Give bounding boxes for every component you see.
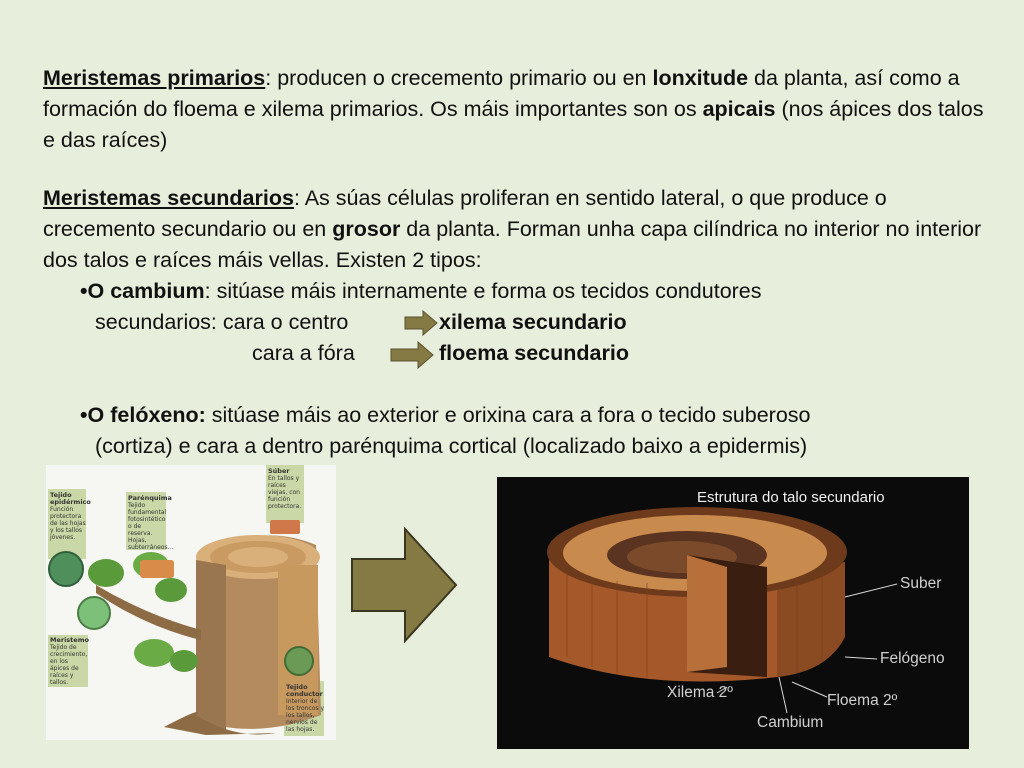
arrow-right-icon <box>390 341 434 369</box>
term-meristemas-secundarios: Meristemas secundarios <box>43 186 294 210</box>
result-xilema-secundario: xilema secundario <box>439 310 627 334</box>
stem-cross-section-illustration <box>497 477 969 749</box>
bullet-cambium <box>80 276 762 307</box>
result-floema-secundario: floema secundario <box>439 341 629 365</box>
bullet-feloxeno <box>80 400 811 431</box>
term-apicais: apicais <box>702 97 776 121</box>
text: da planta. Forman unha capa cilíndrica no interior no interior dos talos e raíces máis vellas. Existen 2 tipos: <box>43 217 982 272</box>
label-felogeno: Felógeno <box>880 650 945 667</box>
arrow-right-icon <box>350 527 460 643</box>
label-xilema: Xilema 2º <box>667 684 733 701</box>
text: : As súas células proliferan en sentido lateral, o que produce o crecemento secundario ou en <box>43 186 887 241</box>
label-tejido-conductor: Tejido conductor Interior de los troncos y los tallos, nervios de las hojas. <box>286 683 325 733</box>
text: : sitúase máis internamente e forma os tecidos condutores <box>204 279 762 303</box>
label-meristemo: Meristemo Tejido de crecimiento, en los ápices de raíces y tallos. <box>50 636 89 686</box>
label-suber: Súber En tallos y raíces viejas, con función protectora. <box>268 467 302 510</box>
paragraph-primary-meristems <box>43 63 993 156</box>
text: (nos ápices dos talos e das raíces) <box>43 97 984 152</box>
label-suber: Suber <box>900 575 942 592</box>
secondary-stem-structure-figure <box>497 477 969 749</box>
cambium-line-centro: secundarios: cara o centro <box>95 310 349 334</box>
label-cambium: Cambium <box>757 714 824 731</box>
text: sitúase máis ao exterior e orixina cara a fora o tecido suberoso <box>205 403 811 427</box>
feloxeno-line-2: (cortiza) e cara a dentro parénquima cortical (localizado baixo a epidermis) <box>95 434 808 458</box>
paragraph-secondary-meristems <box>43 183 993 276</box>
term-meristemas-primarios: Meristemas primarios <box>43 66 266 90</box>
stem-tissues-illustration <box>46 465 336 740</box>
arrow-right-icon <box>404 310 438 336</box>
figure-title: Estrutura do talo secundario <box>697 489 885 506</box>
term-lonxitude: lonxitude <box>652 66 749 90</box>
label-floema: Floema 2º <box>827 692 898 709</box>
term-cambium: •O cambium <box>80 279 205 303</box>
label-tejido-epidermico: Tejido epidérmico Función protectora de las hojas y los tallos jóvenes. <box>50 491 91 541</box>
text: : producen o crecemento primario ou en <box>265 66 653 90</box>
term-grosor: grosor <box>332 217 401 241</box>
cambium-line-fora: cara a fóra <box>252 341 355 365</box>
text: da planta, así como a formación do floema e xilema primarios. Os máis importantes son os <box>43 66 960 121</box>
term-feloxeno: •O felóxeno: <box>80 403 206 427</box>
label-parenquima: Parénquima Tejido fundamental fotosintético o de reserva. Hojas, subterráneos... <box>128 494 174 551</box>
